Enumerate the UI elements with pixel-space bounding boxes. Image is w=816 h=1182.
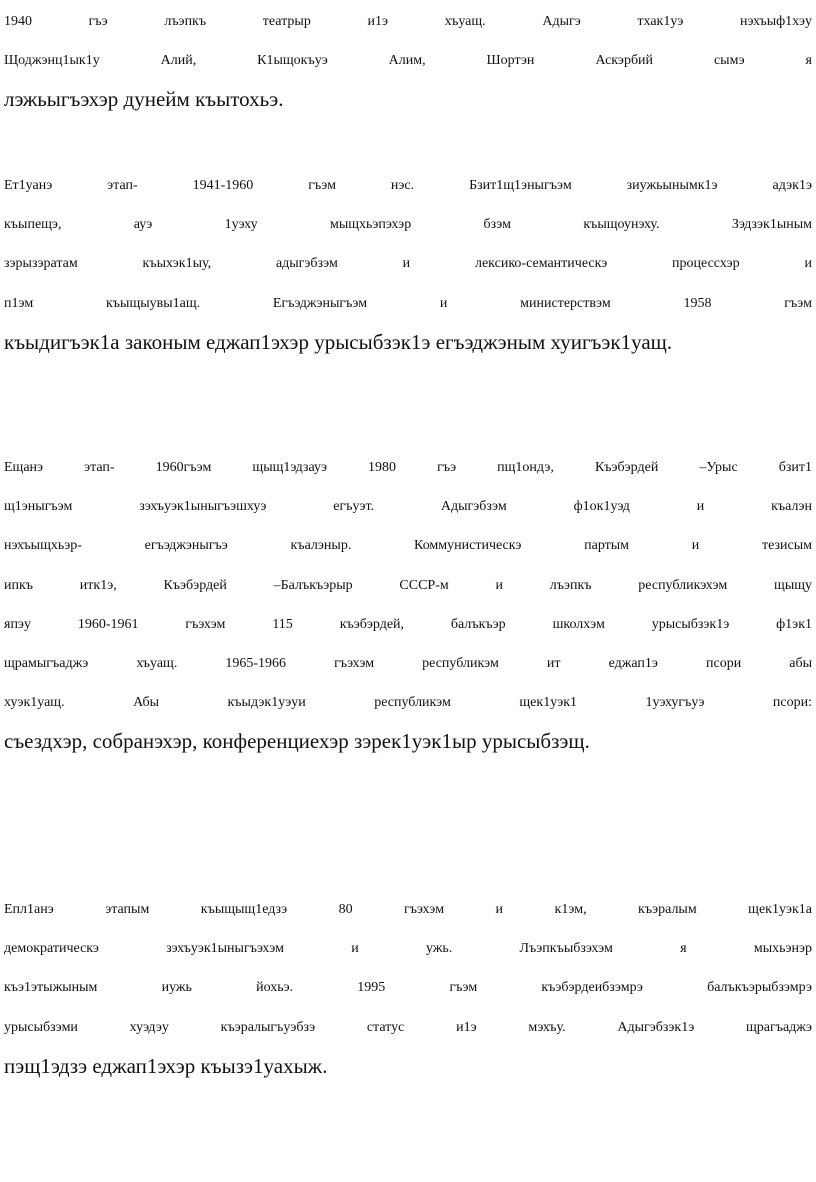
paragraph-3 (4, 448, 812, 762)
paragraph-line: п1эм къыщыувы1ащ. Егъэджэныгъэм и министерствэм 1958 гъэм (4, 295, 812, 311)
paragraph-line: Ет1уанэ этап- 1941-1960 гъэм нэс. Бзит1щ1эныгъэм зиужьынымк1э адэк1э (4, 178, 812, 193)
paragraph-line: нэхъыщхьэр- егъэджэныгъэ къалэныр. Коммунистическэ партым и тезисым (4, 538, 812, 554)
paragraph-line: япэу 1960-1961 гъэхэм 115 къэбэрдей, балъкъэр школхэм урысыбзэк1э ф1эк1 (4, 616, 812, 632)
paragraph-line: пэщ1эдзэ еджап1эхэр къызэ1уахыж. (4, 1053, 328, 1078)
paragraph-line: Щоджэнц1ык1у Алий, К1ыщокъуэ Алим, Шортэн Аскэрбий сымэ я (4, 53, 812, 69)
paragraph-line: ипкъ итк1э, Къэбэрдей –Балъкъэрыр СССР-м и лъэпкъ республикэхэм щыщу (4, 577, 812, 593)
paragraph-line: щрамыгъаджэ хъуащ. 1965-1966 гъэхэм республикэм ит еджап1э псори абы (4, 655, 812, 671)
paragraph-line: Ещанэ этап- 1960гъэм щыщ1эдзауэ 1980 гъэ пщ1ондэ, Къэбэрдей –Урыс бзит1 (4, 460, 812, 475)
paragraph-line: хуэк1уащ. Абы къыдэк1уэуи республикэм щек1уэк1 1уэхугъуэ псори: (4, 695, 812, 711)
paragraph-line: 1940 гъэ лъэпкъ театрыр и1э хъуащ. Адыгэ тхак1уэ нэхъыф1хэу (4, 14, 812, 29)
paragraph-line: къыдигъэк1а законым еджап1эхэр урысыбзэк1э егъэджэным хуигъэк1уащ. (4, 329, 673, 354)
paragraph-line: Епл1анэ этапым къыщыщ1едзэ 80 гъэхэм и к1эм, къэралым щек1уэк1а (4, 902, 812, 917)
paragraph-2 (4, 166, 812, 362)
paragraph-line: зэрызэратам къыхэк1ыу, адыгэбзэм и лексико-семантическэ процессхэр и (4, 256, 812, 272)
paragraph-line: къэ1этыжыным иужь йохьэ. 1995 гъэм къэбэрдеибзэмрэ балъкъэрыбзэмрэ (4, 980, 812, 996)
paragraph-line: урысыбзэми хуэдэу къэралыгъуэбзэ статус и1э мэхъу. Адыгэбзэк1э щрагъаджэ (4, 1019, 812, 1035)
paragraph-line: щ1эныгъэм зэхъуэк1ыныгъэшхуэ егъуэт. Адыгэбзэм ф1ок1уэд и къалэн (4, 499, 812, 515)
paragraph-line: съездхэр, собранэхэр, конференциехэр зэрек1уэк1ыр урысыбзэщ. (4, 729, 590, 754)
paragraph-1 (4, 2, 812, 120)
paragraph-line: лэжьыгъэхэр дунейм къытохьэ. (4, 87, 284, 112)
paragraph-line: къыпещэ, ауэ 1уэху мыщхьэпэхэр бзэм къыщоунэху. Зэдзэк1ыным (4, 217, 812, 233)
paragraph-line: демократическэ зэхъуэк1ыныгъэхэм и ужь. Лъэпкъыбзэхэм я мыхьэнэр (4, 941, 812, 957)
paragraph-4 (4, 890, 812, 1086)
